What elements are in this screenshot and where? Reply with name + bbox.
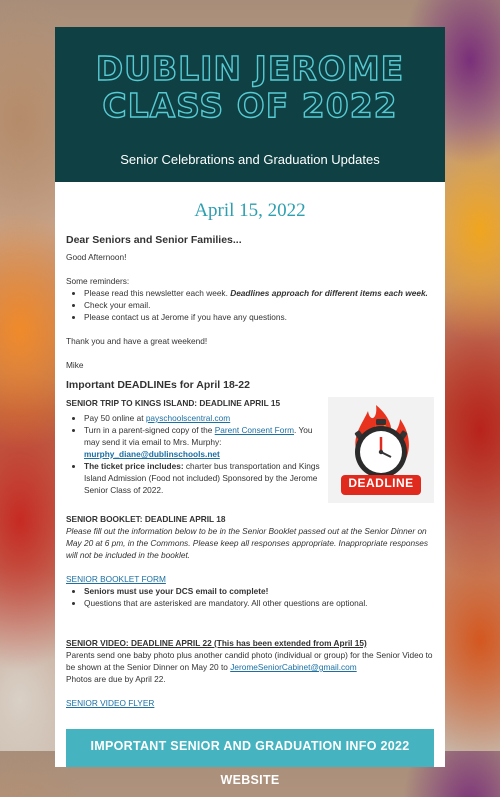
item-text: Parents send one baby photo plus another candid photo (individual or group) for the Senior Video to be shown at the Senior Dinner on May 20 to [66, 650, 433, 672]
reminder-emphasis: Deadlines approach for different items each week. [230, 288, 428, 298]
title-line-2: CLASS OF 2022 [102, 86, 398, 125]
newsletter-content [55, 234, 445, 709]
page-subtitle: Senior Celebrations and Graduation Updates [120, 152, 380, 167]
list-item: • Questions that are asterisked are mandatory. All other questions are optional. [84, 597, 434, 609]
reminders-intro: Some reminders: [66, 276, 130, 286]
item-text: Pay 50 online at [84, 413, 146, 423]
greeting-closing: Thank you and have a great weekend! [66, 336, 208, 346]
deadline-clock-image [328, 397, 434, 503]
item-text: charter bus transportation and Kings Island Admission (Food not included) Sponsored by the Jerome Senior Class of 2022. [84, 461, 320, 495]
title-line-1: DUBLIN JEROME [95, 49, 405, 88]
signature: Mike [66, 360, 84, 370]
parent-consent-form-link[interactable]: Parent Consent Form [214, 425, 295, 435]
greeting-hello: Good Afternoon! [66, 252, 127, 262]
kings-island-heading: SENIOR TRIP TO KINGS ISLAND: DEADLINE APRIL 15 [66, 398, 281, 408]
greeting-heading: Dear Seniors and Senior Families... [66, 234, 242, 246]
deadline-image-label: DEADLINE [348, 476, 414, 490]
reminders-list [66, 287, 434, 323]
newsletter-header [55, 27, 445, 182]
murphy-email-link[interactable]: murphy_diane@dublinschools.net [84, 449, 220, 459]
senior-cabinet-email-link[interactable]: JeromeSeniorCabinet@gmail.com [230, 662, 357, 672]
graduation-info-website-button[interactable]: IMPORTANT SENIOR AND GRADUATION INFO 2022 WEBSITE [66, 729, 434, 767]
reminder-text: Please read this newsletter each week. [84, 288, 231, 298]
list-item [84, 287, 434, 299]
list-item [84, 585, 434, 597]
item-text: Seniors must use your DCS email to complete! [84, 586, 269, 596]
page-title [55, 27, 445, 124]
senior-booklet-form-link[interactable]: SENIOR BOOKLET FORM [66, 574, 166, 584]
video-heading: SENIOR VIDEO: DEADLINE APRIL 22 (This has been extended from April 15) [66, 638, 367, 648]
deadlines-heading: Important DEADLINEs for April 18-22 [66, 379, 250, 391]
ticket-price-label: The ticket price includes: [84, 461, 184, 471]
senior-video-flyer-link[interactable]: SENIOR VIDEO FLYER [66, 698, 155, 708]
booklet-description: Please fill out the information below to be in the Senior Booklet passed out at the Senior Dinner on May 20 at 6 pm, in the Commons. Please keep all responses appropriate. Inappropriate responses will not be included in the booklet. [66, 526, 429, 560]
list-item: • Check your email. [84, 299, 434, 311]
item-text: . You may send it via email to Mrs. Murphy: [84, 425, 313, 447]
video-due: Photos are due by April 22. [66, 674, 166, 684]
video-text [66, 649, 434, 673]
booklet-list [66, 585, 434, 609]
item-text: Turn in a parent-signed copy of the [84, 425, 215, 435]
booklet-heading: SENIOR BOOKLET: DEADLINE APRIL 18 [66, 514, 226, 524]
newsletter-date: April 15, 2022 [194, 200, 306, 221]
list-item: • Please contact us at Jerome if you have any questions. [84, 311, 434, 323]
payschools-link[interactable]: payschoolscentral.com [145, 413, 231, 423]
newsletter-card [55, 27, 445, 787]
